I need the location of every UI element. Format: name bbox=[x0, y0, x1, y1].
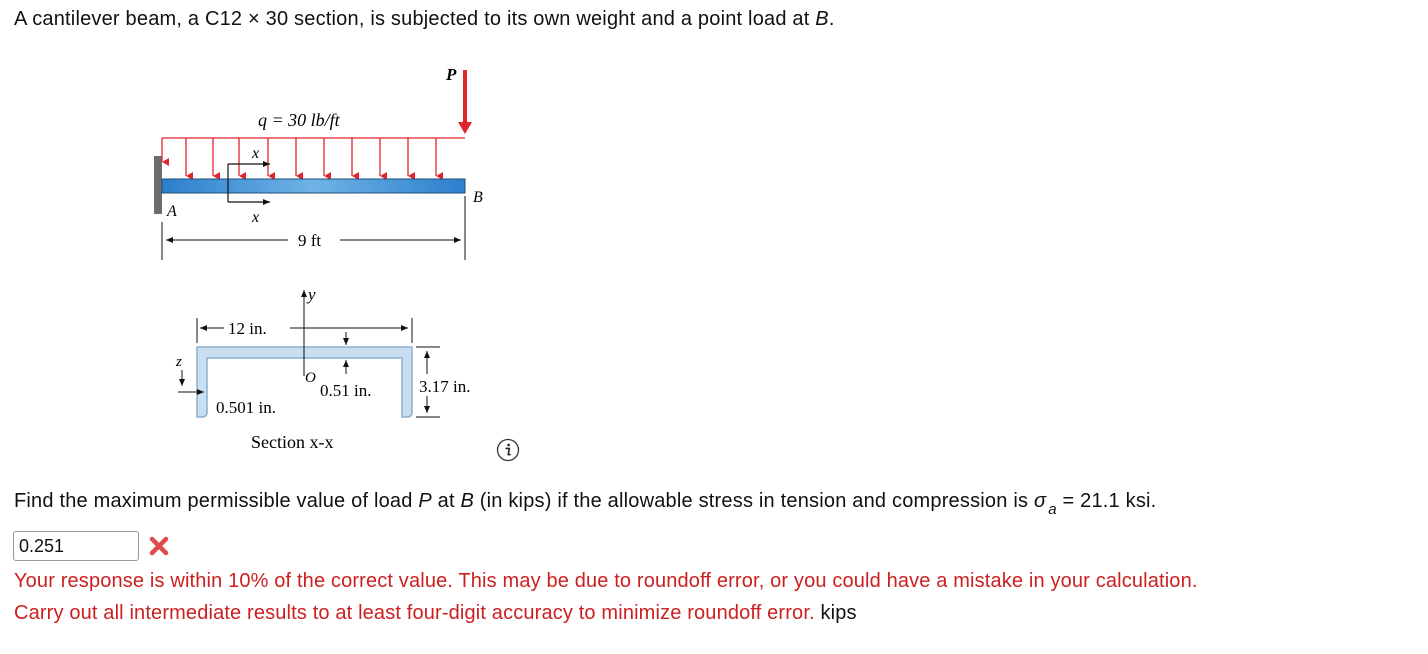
info-icon[interactable] bbox=[496, 438, 520, 462]
depth-label: 3.17 in. bbox=[419, 377, 471, 396]
feedback-message bbox=[14, 565, 1424, 629]
feedback-line-1: Your response is within 10% of the correct value. This may be due to roundoff error, or you could have a mistake in your calculation. bbox=[14, 570, 1198, 592]
free-end-label: B bbox=[473, 189, 483, 206]
wall-support bbox=[154, 156, 162, 214]
flange-thickness-label: 0.501 in. bbox=[216, 398, 276, 417]
question-text bbox=[14, 490, 1156, 518]
distributed-load bbox=[162, 138, 465, 176]
question-mid2: (in kips) if the allowable stress in tension and compression is bbox=[474, 490, 1034, 512]
intro-text: A cantilever beam, a C12 × 30 section, is subjected to its own weight and a point load at bbox=[14, 8, 816, 30]
section-cut-label-bottom: x bbox=[252, 209, 260, 226]
width-label: 12 in. bbox=[228, 319, 267, 338]
question-suffix: = 21.1 ksi. bbox=[1056, 490, 1157, 512]
problem-statement bbox=[14, 8, 835, 31]
centroid-label: O bbox=[305, 370, 316, 386]
web-thickness-label: 0.51 in. bbox=[320, 381, 372, 400]
x-mark-icon bbox=[148, 535, 170, 557]
section-caption: Section x-x bbox=[251, 432, 334, 452]
beam-figure bbox=[140, 56, 540, 466]
cantilever-beam bbox=[162, 179, 465, 193]
answer-row bbox=[13, 529, 170, 563]
intro-point-label: B bbox=[815, 8, 829, 30]
question-var-p: P bbox=[418, 490, 432, 512]
sigma-symbol: σ bbox=[1033, 490, 1047, 512]
section-cut-label-top: x bbox=[252, 145, 260, 162]
question-var-b: B bbox=[460, 490, 475, 512]
question-mid1: at bbox=[431, 490, 461, 512]
question-prefix: Find the maximum permissible value of load bbox=[14, 490, 419, 512]
beam-diagram bbox=[140, 56, 540, 466]
z-axis-label: z bbox=[176, 354, 182, 370]
point-load-label: P bbox=[446, 65, 457, 84]
point-load-arrowhead bbox=[458, 122, 472, 134]
feedback-line-2: Carry out all intermediate results to at least four-digit accuracy to minimize roundoff error. bbox=[14, 602, 815, 624]
feedback-line-2-row bbox=[14, 597, 1424, 629]
support-point-label: A bbox=[167, 203, 177, 220]
sigma-subscript: a bbox=[1048, 501, 1057, 518]
y-axis-label: y bbox=[308, 285, 316, 304]
intro-suffix: . bbox=[828, 8, 835, 30]
load-intensity-label: q = 30 lb/ft bbox=[258, 110, 340, 130]
answer-unit: kips bbox=[820, 602, 857, 624]
span-dimension bbox=[162, 196, 465, 260]
answer-input[interactable] bbox=[13, 531, 139, 561]
span-label: 9 ft bbox=[298, 231, 322, 250]
